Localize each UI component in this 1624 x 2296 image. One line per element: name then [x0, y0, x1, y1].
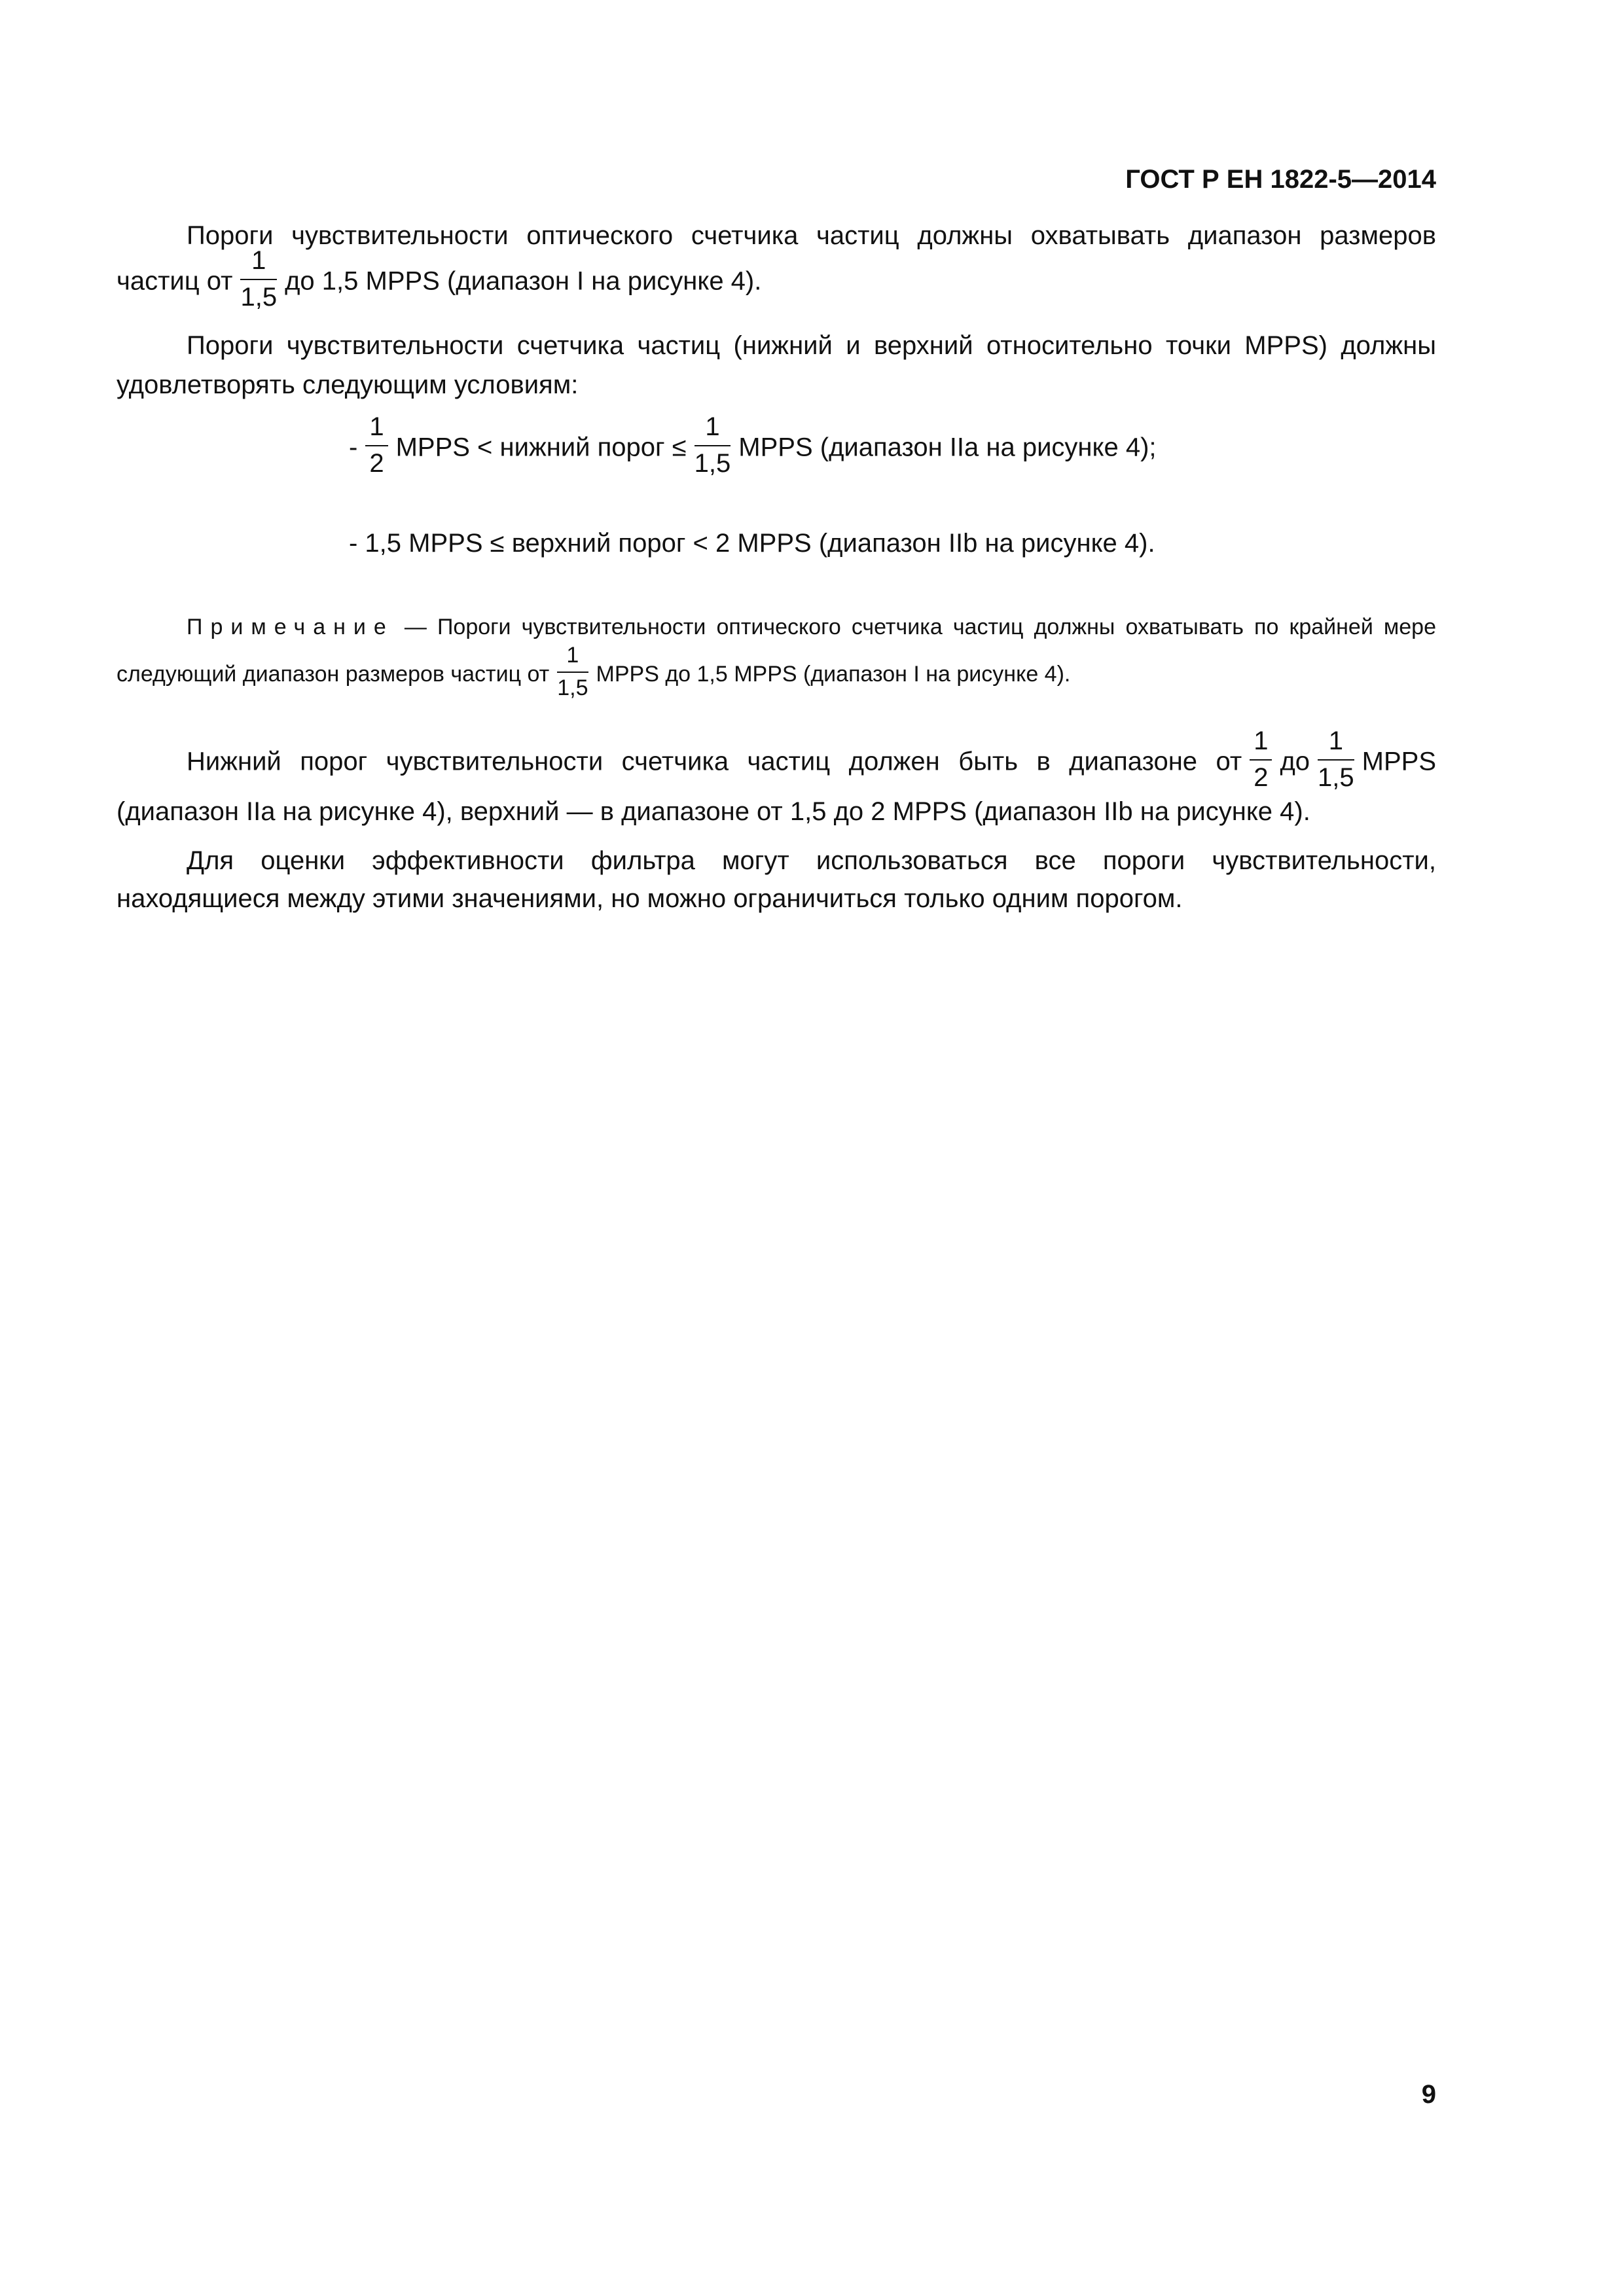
condition-dash: - [349, 433, 358, 462]
paragraph-text: до 1,5 MPPS (диапазон I на рисунке 4). [285, 266, 762, 296]
condition-upper-threshold: - 1,5 MPPS ≤ верхний порог < 2 MPPS (диапазон IIb на рисунке 4). [349, 529, 1155, 558]
fraction-one-over-1-5: $\frac{1}{1,5}$ [694, 412, 731, 478]
condition-lower-threshold [117, 412, 1436, 478]
paragraph-text: Нижний порог чувствительности счетчика частиц должен быть в диапазоне от [187, 747, 1242, 776]
fraction-one-over-2: $\frac{1}{2}$ [1250, 728, 1272, 791]
fraction-one-over-1-5: $\frac{1}{1,5}$ [240, 246, 278, 312]
page-number: 9 [1421, 2080, 1436, 2109]
fraction-one-over-2: $\frac{1}{2}$ [365, 414, 388, 476]
document-body [117, 216, 1436, 918]
note-text: MPPS до 1,5 MPPS (диапазон I на рисунке 4). [596, 662, 1071, 687]
paragraph-text: до [1280, 747, 1310, 776]
paragraph-text: MPPS (диапазон IIa на рисунке 4), верхний — в диапазоне от 1,5 до 2 MPPS (диапазон IIb на рисунке 4). [117, 747, 1436, 827]
fraction-one-over-1-5: $\frac{1}{1,5}$ [1318, 726, 1354, 793]
fraction-one-over-1-5: $\frac{1}{1,5}$ [557, 643, 588, 701]
note-block [117, 603, 1436, 699]
note-label: Примечание [187, 615, 394, 639]
condition-text: MPPS < нижний порог ≤ [395, 433, 687, 462]
paragraph-counter-range [117, 216, 1436, 310]
condition-text: MPPS (диапазон IIa на рисунке 4); [738, 433, 1157, 462]
paragraph-text: Пороги чувствительности оптического счетчика частиц должны охватывать диапазон размеров частиц от [117, 221, 1436, 296]
paragraph-filter-evaluation: Для оценки эффективности фильтра могут использоваться все пороги чувствительности, находящиеся между этими значениями, но можно ограничиться только одним порогом. [117, 846, 1436, 914]
document-code-header: ГОСТ Р ЕН 1822-5—2014 [1125, 165, 1436, 194]
paragraph-lower-upper-range [117, 726, 1436, 833]
paragraph-threshold-conditions: Пороги чувствительности счетчика частиц (нижний и верхний относительно точки MPPS) должны удовлетворять следующим условиям: [117, 331, 1436, 399]
note-text: — Пороги чувствительности оптического счетчика частиц должны охватывать по крайней мере следующий диапазон размеров частиц от [117, 615, 1436, 687]
